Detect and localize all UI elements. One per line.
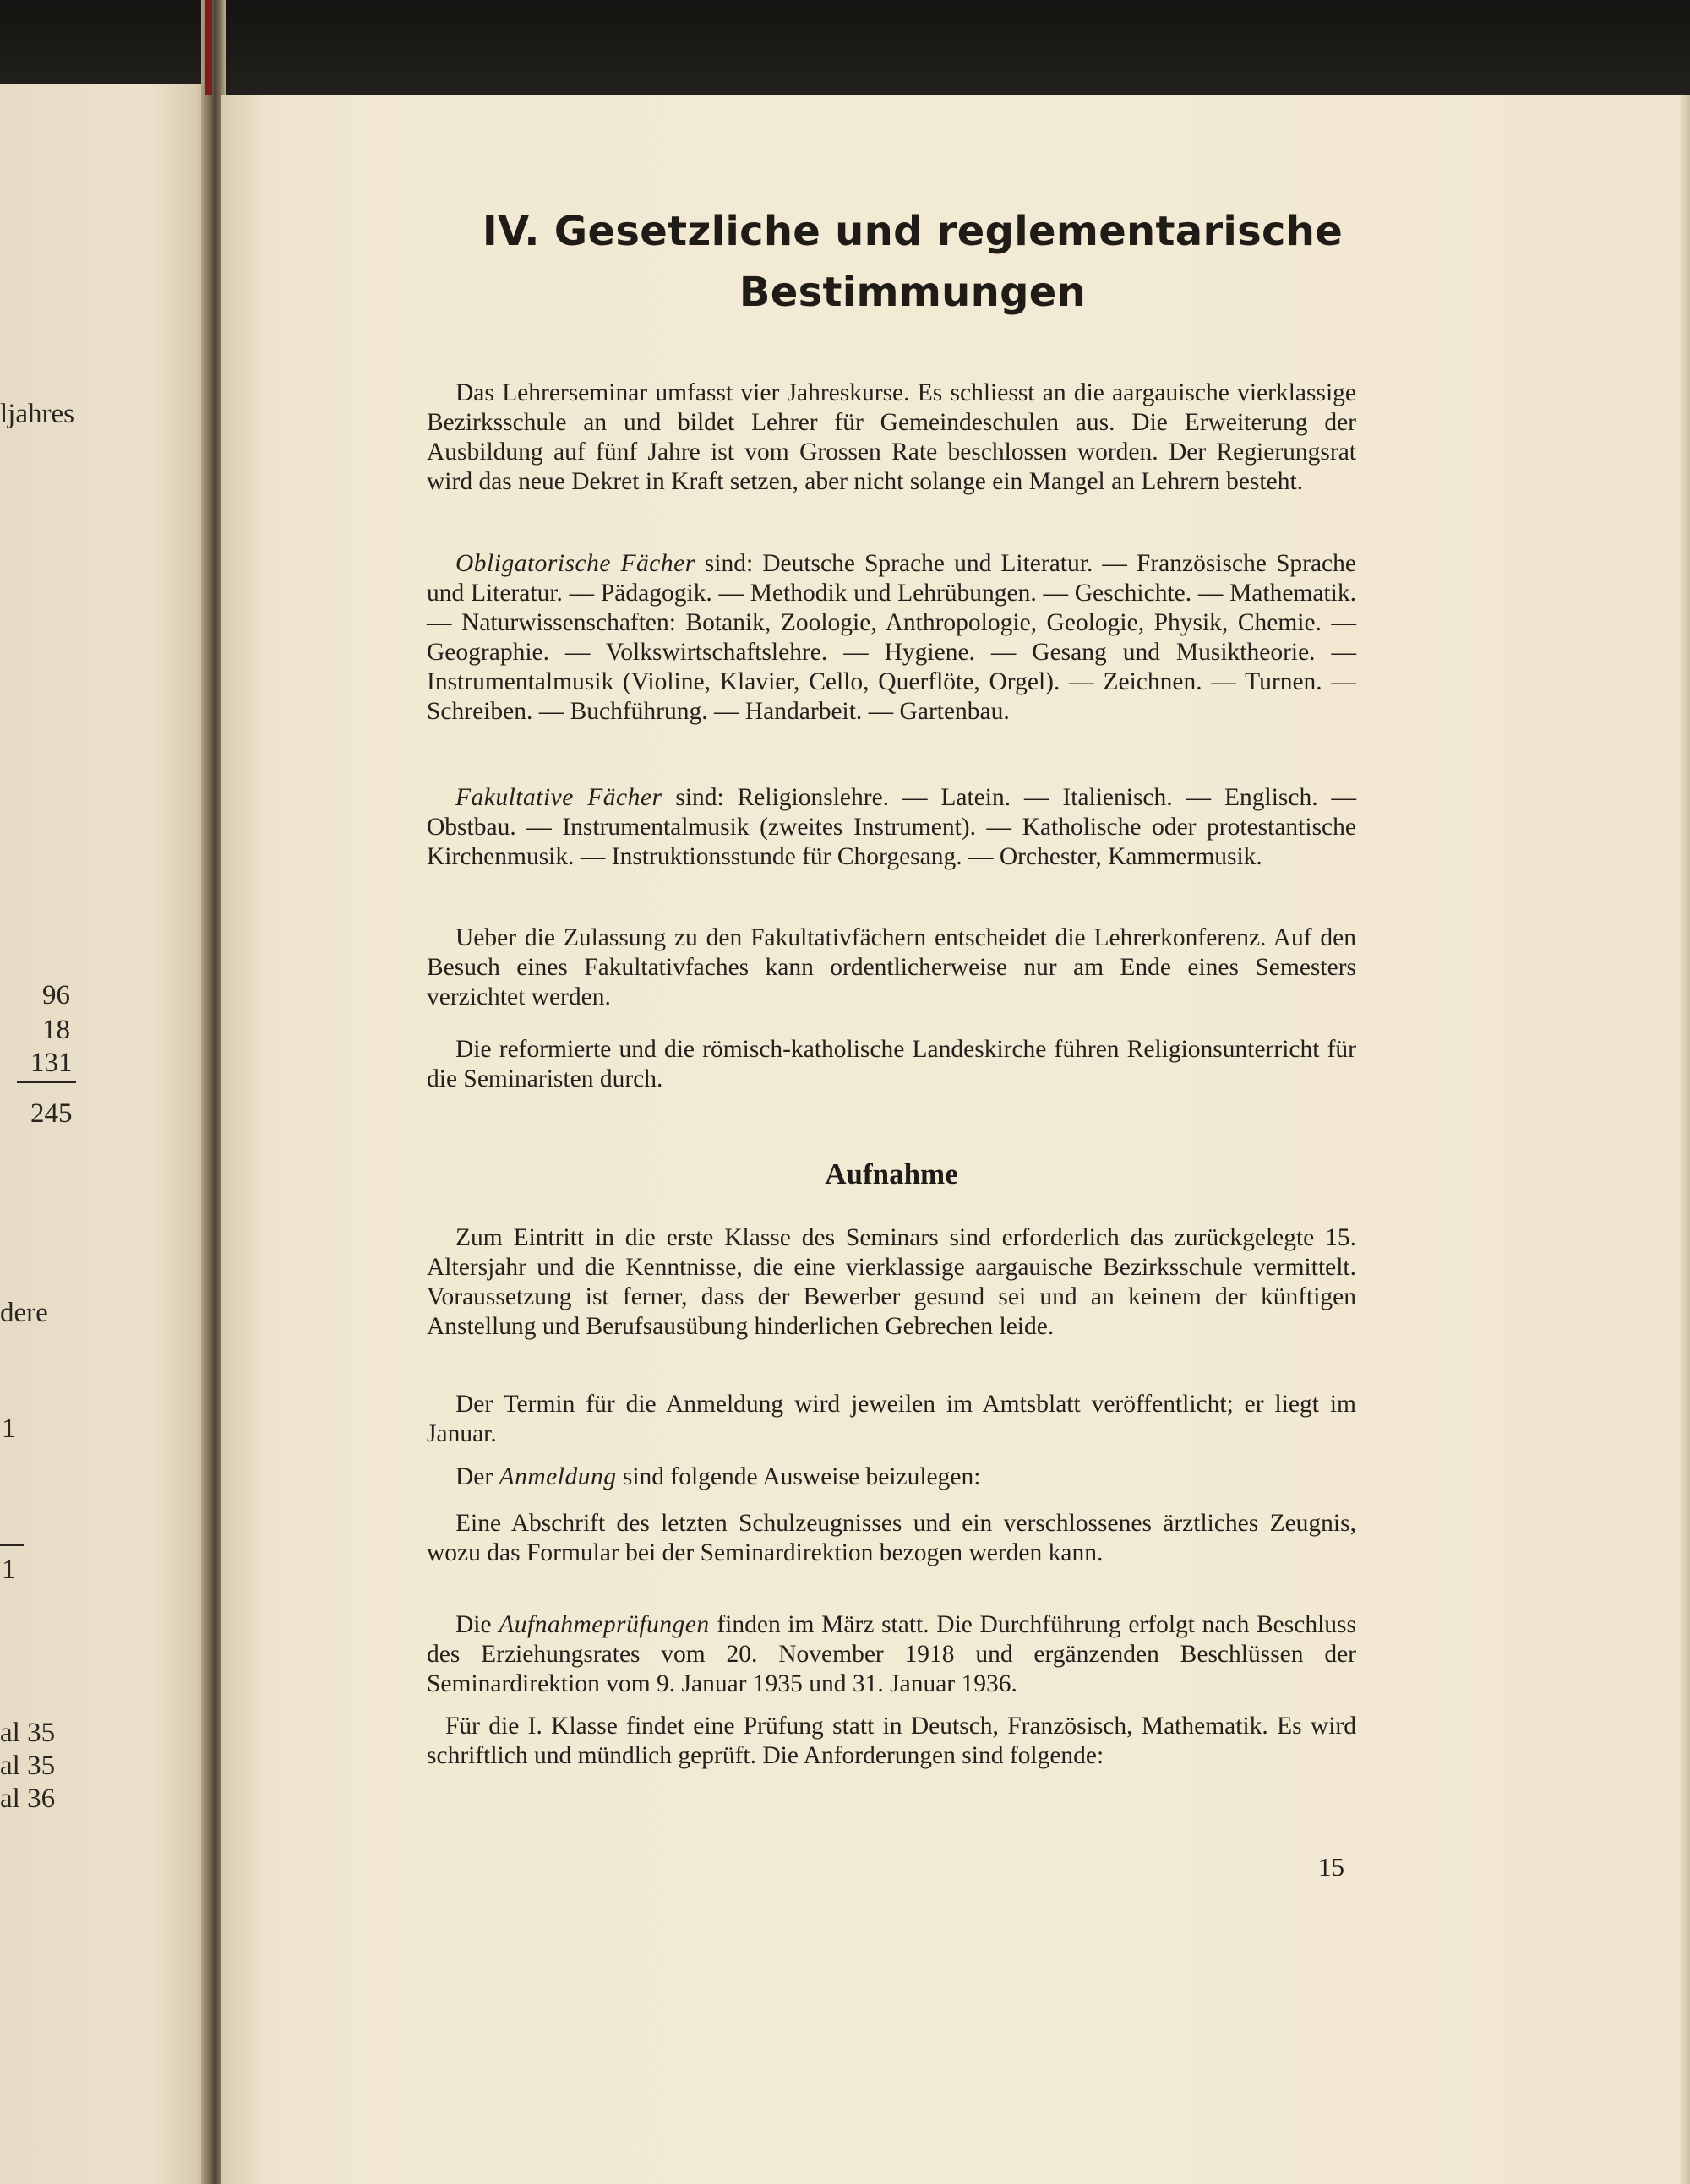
paragraph-registration-deadline: Der Termin für die Anmeldung wird jeweilen im Amtsblatt veröffentlicht; er liegt im Januar.	[427, 1391, 1356, 1447]
page-edge	[1680, 95, 1690, 2184]
paragraph-entrance-exams	[427, 1610, 1356, 1699]
left-page-number: 131	[30, 1048, 73, 1078]
left-page-fragment: 1	[2, 1413, 16, 1444]
paragraph-intro: Das Lehrerseminar umfasst vier Jahreskurse. Es schliesst an die aargauische vierklassige Bezirksschule an und bildet Lehrer für Gemeindeschulen aus. Die Erweiterung der Ausbildung auf fünf Jahre ist vom Grossen Rate beschlossen worden. Der Regierungsrat wird das neue Dekret in Kraft setzen, aber nicht solange ein Mangel an Lehrern besteht.	[427, 379, 1356, 495]
anmeldung-post: sind folgende Ausweise beizulegen:	[616, 1463, 981, 1490]
left-page-row: al 35	[0, 1718, 56, 1748]
paragraph-religion: Die reformierte und die römisch-katholische Landeskirche führen Religionsunterricht für die Seminaristen durch.	[427, 1036, 1356, 1092]
paragraph-facultative-subjects	[427, 783, 1356, 872]
pruefungen-label: Aufnahmeprüfungen	[499, 1611, 710, 1638]
left-page-fragment: 1	[2, 1555, 16, 1585]
left-page-number: 18	[42, 1015, 70, 1045]
paragraph-obligatory-subjects	[427, 549, 1356, 727]
facultative-text: sind: Religionslehre. — Latein. — Italienisch. — Englisch. — Obstbau. — Instrumentalmusik (zweites Instrument). — Katholische oder protestantische Kirchenmusik. — Instruktionsstunde für Chorgesang. — Orchester, Kammermusik.	[427, 784, 1356, 870]
left-page-number: 96	[42, 980, 70, 1010]
pruefungen-pre: Die	[455, 1611, 499, 1638]
facultative-label: Fakultative Fächer	[455, 784, 662, 811]
pruefungen-post: finden im März statt. Die Durchführung erfolgt nach Beschluss des Erziehungsrates vom 20. November 1918 und ergänzenden Beschlüssen der Seminardirektion vom 9. Januar 1935 und 31. Januar 1936.	[427, 1611, 1356, 1697]
paragraph-entry-requirements: Zum Eintritt in die erste Klasse des Seminars sind erforderlich das zurückgelegte 15. Altersjahr und die Kenntnisse, die eine vierklassige aargauische Bezirksschule vermittelt. Voraussetzung ist ferner, dass der Bewerber gesund sei und an keinem der künftigen Anstellung und Berufsausübung hinderlichen Gebrechen leide.	[427, 1224, 1356, 1340]
section-heading-aufnahme: Aufnahme	[825, 1157, 958, 1190]
left-page-row: al 35	[0, 1751, 56, 1781]
obligatory-text: sind: Deutsche Sprache und Literatur. — Französische Sprache und Literatur. — Pädagogik. — Methodik und Lehrübungen. — Geschichte. — Mathematik. — Naturwissenschaften: Botanik, Zoologie, Anthropologie, Geologie, Physik, Chemie. — Geographie. — Volkswirtschaftslehre. — Hygiene. — Gesang und Musiktheorie. — Instrumentalmusik (Violine, Klavier, Cello, Querflöte, Orgel). — Zeichnen. — Turnen. — Schreiben. — Buchführung. — Handarbeit. — Gartenbau.	[427, 550, 1356, 725]
left-page-sum-rule	[17, 1081, 76, 1083]
paragraph-certificates: Eine Abschrift des letzten Schulzeugnisses und ein verschlossenes ärztliches Zeugnis, wozu das Formular bei der Seminardirektion bezogen werden kann.	[427, 1510, 1356, 1566]
anmeldung-label: Anmeldung	[499, 1463, 617, 1490]
left-page-fragment: ljahres	[0, 399, 74, 429]
spine-marker	[205, 0, 212, 95]
left-page-sum: 245	[30, 1098, 73, 1129]
left-page-rule	[0, 1544, 24, 1546]
chapter-title	[422, 201, 1403, 323]
chapter-title-line: IV. Gesetzliche und reglementarische	[482, 208, 1344, 255]
left-page-fragment: dere	[0, 1298, 48, 1328]
paragraph-admission-electives: Ueber die Zulassung zu den Fakultativfächern entscheidet die Lehrerkonferenz. Auf den Besuch eines Fakultativfaches kann ordentlicherweise nur am Ende eines Semesters verzichtet werden.	[427, 924, 1356, 1010]
left-page-row: al 36	[0, 1784, 56, 1814]
chapter-title-line: Bestimmungen	[739, 269, 1087, 316]
paragraph-first-class-exam: Für die I. Klasse findet eine Prüfung statt in Deutsch, Französisch, Mathematik. Es wird schriftlich und mündlich geprüft. Die Anforderungen sind folgende:	[427, 1713, 1356, 1769]
page-number: 15	[1318, 1852, 1344, 1882]
top-shadow-strip	[0, 0, 1690, 95]
paragraph-registration-documents	[427, 1462, 1356, 1492]
anmeldung-pre: Der	[455, 1463, 499, 1490]
obligatory-label: Obligatorische Fächer	[455, 550, 695, 577]
